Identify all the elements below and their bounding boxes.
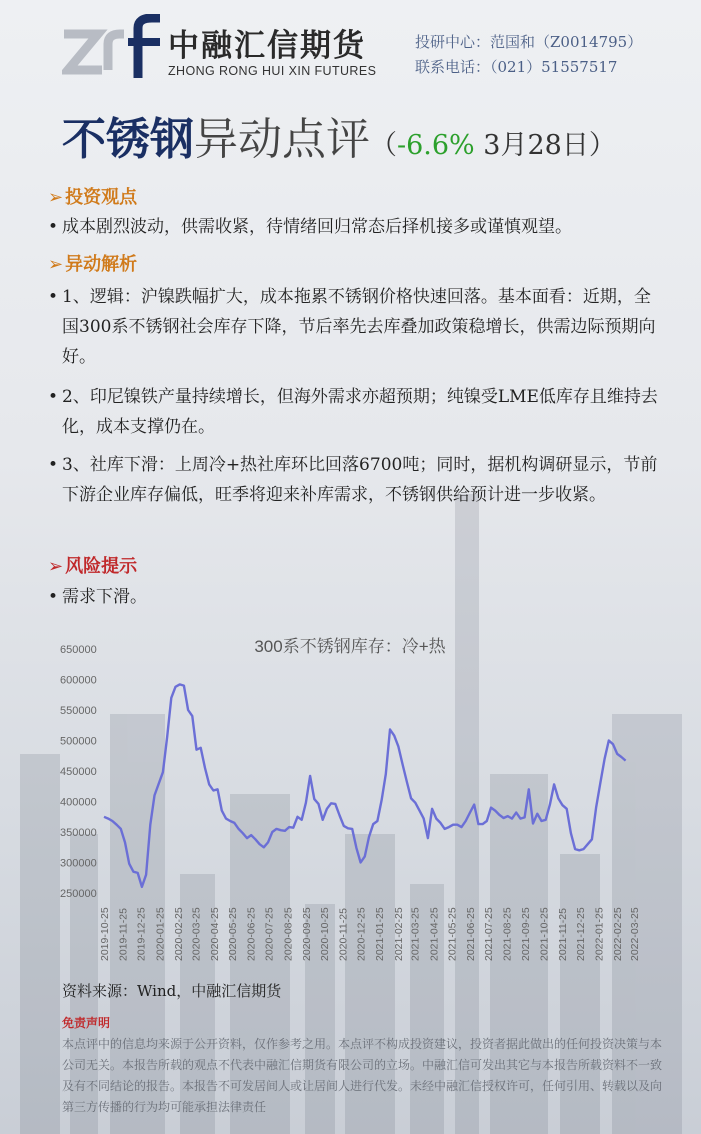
x-tick-label: 2019-11-25: [117, 908, 130, 961]
section-risk: [48, 552, 137, 578]
x-tick-label: 2021-06-25: [464, 907, 477, 961]
x-tick-label: 2021-09-25: [520, 907, 533, 961]
plot-area: [104, 684, 626, 887]
bullet-dot-icon: •: [48, 455, 59, 475]
company-name-en: ZHONG RONG HUI XIN FUTURES: [168, 64, 377, 78]
title-date: 3月28日）: [474, 130, 616, 161]
x-tick-label: 2020-12-25: [355, 907, 368, 961]
y-tick-label: 650000: [60, 644, 97, 656]
analysis-bullet-1: • 1、逻辑：沪镍跌幅扩大，成本拖累不锈钢价格快速回落。基本面看：近期，全国300系不锈钢社会库存下降，节后率先去库叠加政策稳增长，供需边际预期向好。: [48, 282, 658, 372]
x-tick-label: 2020-09-25: [300, 907, 313, 961]
bullet-dot-icon: •: [48, 287, 59, 307]
company-name-cn: 中融汇信期货: [168, 28, 366, 64]
y-tick-label: 350000: [60, 827, 97, 839]
title-product: 不锈钢: [62, 114, 194, 165]
inventory-chart: [52, 625, 658, 970]
x-tick-label: 2020-07-25: [263, 907, 276, 961]
x-tick-label: 2019-12-25: [135, 907, 148, 961]
chart-title: 300系不锈钢库存：冷+热: [254, 637, 446, 656]
x-tick-label: 2022-01-25: [593, 907, 606, 961]
title-type: 异动点评: [194, 114, 370, 165]
x-tick-label: 2020-01-25: [154, 907, 167, 961]
x-tick-label: 2021-07-25: [482, 907, 495, 961]
section-investment-view: [48, 183, 137, 209]
section-title: 异动解析: [65, 254, 138, 275]
view-bullet: • 成本剧烈波动，供需收紧，待情绪回归常态后择机接多或谨慎观望。: [48, 212, 658, 242]
y-tick-label: 250000: [60, 888, 97, 900]
y-tick-label: 450000: [60, 766, 97, 778]
x-tick-label: 2020-11-25: [337, 908, 350, 961]
y-axis: [60, 644, 97, 900]
company-logo-icon: [62, 14, 162, 80]
analysis-bullet-3: • 3、社库下滑：上周冷+热社库环比回落6700吨；同时，据机构调研显示，节前下游企业库存偏低，旺季将迎来补库需求，不锈钢供给预计进一步收紧。: [48, 450, 658, 510]
risk-bullet: • 需求下滑。: [48, 582, 658, 612]
x-tick-label: 2021-03-25: [409, 907, 422, 961]
x-tick-label: 2020-02-25: [172, 907, 185, 961]
x-axis: [99, 907, 641, 961]
x-tick-label: 2022-03-25: [629, 907, 641, 961]
disclaimer-body: 本点评中的信息均来源于公开资料，仅作参考之用。本点评不构成投资建议，投资者据此做出的任何投资决策与本公司无关。本报告所载的观点不代表中融汇信期货有限公司的立场。中融汇信可发出其它与本报告所载资料不一致及有不同结论的报告。本报告不可发居间人或让居间人进行代发。未经中融汇信授权许可，任何引用、转载以及向第三方传播的行为均可能承担法律责任: [62, 1037, 663, 1114]
bullet-dot-icon: •: [48, 587, 59, 607]
analysis-bullet-2: • 2、印尼镍铁产量持续增长，但海外需求亦超预期；纯镍受LME低库存且维持去化，成本支撑仍在。: [48, 382, 658, 442]
y-tick-label: 600000: [60, 674, 97, 687]
section-analysis: [48, 250, 137, 276]
y-tick-label: 400000: [60, 796, 97, 809]
phone-line: 联系电话：（021）51557517: [415, 58, 618, 76]
x-tick-label: 2020-05-25: [226, 907, 239, 961]
bullet-dot-icon: •: [48, 217, 59, 237]
data-source: 资料来源：Wind，中融汇信期货: [62, 982, 282, 1000]
x-tick-label: 2021-12-25: [574, 907, 587, 961]
x-tick-label: 2021-10-25: [538, 907, 551, 961]
title-open-paren: （: [370, 130, 397, 161]
y-tick-label: 500000: [60, 735, 97, 748]
bullet-dot-icon: •: [48, 387, 59, 407]
series-line: [104, 684, 626, 887]
x-tick-label: 2020-03-25: [190, 907, 203, 961]
section-arrow-icon: ➢: [48, 254, 64, 275]
report-title: [62, 112, 616, 174]
y-tick-label: 550000: [60, 705, 97, 717]
analyst-line: 投研中心：范国和（Z0014795）: [415, 33, 643, 51]
section-title: 风险提示: [65, 556, 138, 577]
title-change: -6.6%: [397, 130, 475, 161]
x-tick-label: 2021-11-25: [556, 908, 569, 961]
x-tick-label: 2021-05-25: [446, 907, 459, 961]
x-tick-label: 2020-08-25: [282, 907, 295, 961]
x-tick-label: 2022-02-25: [612, 907, 625, 961]
chart-svg: [52, 625, 658, 970]
section-title: 投资观点: [65, 187, 138, 208]
x-tick-label: 2021-01-25: [374, 907, 387, 961]
section-arrow-icon: ➢: [48, 187, 64, 208]
x-tick-label: 2020-10-25: [318, 907, 331, 961]
x-tick-label: 2021-02-25: [392, 907, 405, 961]
disclaimer-title: 免责声明: [62, 1016, 111, 1030]
x-tick-label: 2021-04-25: [428, 907, 441, 961]
x-tick-label: 2019-10-25: [99, 907, 111, 961]
x-tick-label: 2021-08-25: [501, 907, 514, 961]
x-tick-label: 2020-06-25: [245, 907, 258, 961]
header: [0, 0, 701, 100]
contact-info: [415, 30, 642, 80]
x-tick-label: 2020-04-25: [208, 907, 221, 961]
y-tick-label: 300000: [60, 857, 97, 870]
section-arrow-icon: ➢: [48, 556, 64, 577]
